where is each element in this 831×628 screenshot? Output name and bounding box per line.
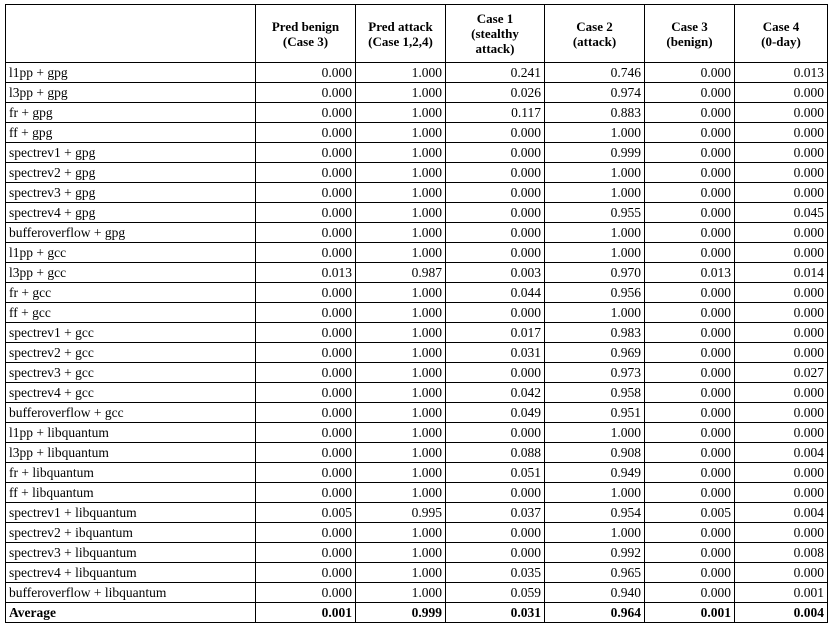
cell-case-3: 0.000 <box>645 243 735 263</box>
cell-case-3: 0.000 <box>645 583 735 603</box>
cell-case-2: 0.949 <box>545 463 645 483</box>
table-row <box>6 123 828 143</box>
cell-case-1: 0.000 <box>446 143 545 163</box>
cell-pred-benign: 0.000 <box>256 243 356 263</box>
cell-label: l1pp + gcc <box>6 243 256 263</box>
cell-pred-attack: 1.000 <box>356 363 446 383</box>
cell-label: bufferoverflow + gcc <box>6 403 256 423</box>
cell-case-4: 0.000 <box>735 83 828 103</box>
cell-pred-attack: 0.995 <box>356 503 446 523</box>
cell-case-3: 0.000 <box>645 463 735 483</box>
header-cell-label <box>6 5 256 63</box>
cell-case-3: 0.000 <box>645 383 735 403</box>
cell-label: spectrev1 + gcc <box>6 323 256 343</box>
cell-label: spectrev4 + gcc <box>6 383 256 403</box>
cell-label: ff + gcc <box>6 303 256 323</box>
cell-case-2: 0.954 <box>545 503 645 523</box>
cell-pred-benign: 0.005 <box>256 503 356 523</box>
table-row <box>6 163 828 183</box>
cell-case-4: 0.000 <box>735 423 828 443</box>
cell-case-2: 0.951 <box>545 403 645 423</box>
cell-case-1: 0.035 <box>446 563 545 583</box>
cell-case-4: 0.000 <box>735 243 828 263</box>
table-row <box>6 303 828 323</box>
cell-pred-benign: 0.000 <box>256 143 356 163</box>
cell-label: fr + libquantum <box>6 463 256 483</box>
cell-pred-attack: 1.000 <box>356 463 446 483</box>
cell-case-3: 0.000 <box>645 423 735 443</box>
cell-label: l3pp + gpg <box>6 83 256 103</box>
cell-case-3: 0.005 <box>645 503 735 523</box>
cell-case-3: 0.000 <box>645 543 735 563</box>
average-cell-pred-attack: 0.999 <box>356 603 446 623</box>
cell-case-4: 0.000 <box>735 463 828 483</box>
table-row <box>6 423 828 443</box>
cell-case-2: 1.000 <box>545 223 645 243</box>
cell-case-3: 0.000 <box>645 403 735 423</box>
table-row <box>6 483 828 503</box>
table-row <box>6 143 828 163</box>
header-cell-pred-benign: Pred benign (Case 3) <box>256 5 356 63</box>
cell-case-2: 1.000 <box>545 423 645 443</box>
cell-case-3: 0.000 <box>645 563 735 583</box>
cell-label: spectrev4 + gpg <box>6 203 256 223</box>
table-row <box>6 263 828 283</box>
cell-case-2: 0.965 <box>545 563 645 583</box>
cell-pred-benign: 0.013 <box>256 263 356 283</box>
cell-label: spectrev4 + libquantum <box>6 563 256 583</box>
cell-pred-benign: 0.000 <box>256 163 356 183</box>
cell-pred-attack: 0.987 <box>356 263 446 283</box>
average-cell-pred-benign: 0.001 <box>256 603 356 623</box>
cell-case-4: 0.000 <box>735 303 828 323</box>
average-cell-label: Average <box>6 603 256 623</box>
cell-label: l3pp + libquantum <box>6 443 256 463</box>
cell-label: spectrev2 + ibquantum <box>6 523 256 543</box>
cell-pred-benign: 0.000 <box>256 523 356 543</box>
header-cell-case-1: Case 1 (stealthy attack) <box>446 5 545 63</box>
average-row <box>6 603 828 623</box>
average-cell-case-1: 0.031 <box>446 603 545 623</box>
cell-pred-attack: 1.000 <box>356 483 446 503</box>
cell-label: l1pp + gpg <box>6 63 256 83</box>
cell-case-3: 0.000 <box>645 63 735 83</box>
table-row <box>6 223 828 243</box>
cell-case-2: 1.000 <box>545 303 645 323</box>
cell-case-3: 0.000 <box>645 283 735 303</box>
cell-case-1: 0.000 <box>446 163 545 183</box>
cell-case-4: 0.001 <box>735 583 828 603</box>
cell-label: l1pp + libquantum <box>6 423 256 443</box>
table-body <box>6 63 828 623</box>
cell-label: spectrev3 + gcc <box>6 363 256 383</box>
cell-case-4: 0.000 <box>735 383 828 403</box>
cell-pred-benign: 0.000 <box>256 423 356 443</box>
cell-case-1: 0.017 <box>446 323 545 343</box>
average-cell-case-4: 0.004 <box>735 603 828 623</box>
cell-label: ff + gpg <box>6 123 256 143</box>
cell-case-1: 0.117 <box>446 103 545 123</box>
cell-case-4: 0.004 <box>735 443 828 463</box>
cell-case-1: 0.059 <box>446 583 545 603</box>
cell-label: spectrev2 + gcc <box>6 343 256 363</box>
table-row <box>6 403 828 423</box>
cell-pred-attack: 1.000 <box>356 563 446 583</box>
cell-case-2: 1.000 <box>545 523 645 543</box>
cell-pred-attack: 1.000 <box>356 423 446 443</box>
cell-case-1: 0.000 <box>446 123 545 143</box>
cell-case-1: 0.000 <box>446 483 545 503</box>
cell-pred-attack: 1.000 <box>356 183 446 203</box>
cell-case-2: 0.956 <box>545 283 645 303</box>
cell-case-1: 0.042 <box>446 383 545 403</box>
cell-label: fr + gcc <box>6 283 256 303</box>
cell-label: bufferoverflow + libquantum <box>6 583 256 603</box>
header-cell-case-4: Case 4 (0-day) <box>735 5 828 63</box>
cell-case-1: 0.000 <box>446 243 545 263</box>
cell-case-1: 0.026 <box>446 83 545 103</box>
cell-case-4: 0.000 <box>735 163 828 183</box>
table-row <box>6 243 828 263</box>
cell-case-4: 0.000 <box>735 223 828 243</box>
cell-case-1: 0.000 <box>446 183 545 203</box>
header-cell-pred-attack: Pred attack (Case 1,2,4) <box>356 5 446 63</box>
cell-label: spectrev2 + gpg <box>6 163 256 183</box>
cell-case-3: 0.000 <box>645 143 735 163</box>
header-cell-case-3: Case 3 (benign) <box>645 5 735 63</box>
table-row <box>6 83 828 103</box>
cell-case-3: 0.000 <box>645 323 735 343</box>
cell-case-2: 0.983 <box>545 323 645 343</box>
cell-case-2: 1.000 <box>545 243 645 263</box>
cell-pred-attack: 1.000 <box>356 303 446 323</box>
cell-case-1: 0.031 <box>446 343 545 363</box>
table-header <box>6 5 828 63</box>
table-row <box>6 183 828 203</box>
cell-label: bufferoverflow + gpg <box>6 223 256 243</box>
cell-pred-benign: 0.000 <box>256 543 356 563</box>
cell-case-4: 0.000 <box>735 403 828 423</box>
cell-pred-benign: 0.000 <box>256 183 356 203</box>
table-row <box>6 283 828 303</box>
header-row <box>6 5 828 63</box>
cell-pred-attack: 1.000 <box>356 83 446 103</box>
cell-case-4: 0.000 <box>735 563 828 583</box>
table-row <box>6 523 828 543</box>
average-cell-case-3: 0.001 <box>645 603 735 623</box>
cell-pred-benign: 0.000 <box>256 383 356 403</box>
cell-pred-benign: 0.000 <box>256 343 356 363</box>
cell-pred-attack: 1.000 <box>356 243 446 263</box>
cell-case-1: 0.000 <box>446 543 545 563</box>
cell-case-3: 0.000 <box>645 483 735 503</box>
cell-case-3: 0.000 <box>645 223 735 243</box>
table-row <box>6 563 828 583</box>
cell-case-1: 0.000 <box>446 223 545 243</box>
cell-case-1: 0.088 <box>446 443 545 463</box>
cell-case-2: 0.973 <box>545 363 645 383</box>
cell-pred-attack: 1.000 <box>356 123 446 143</box>
results-table <box>5 4 828 623</box>
cell-pred-attack: 1.000 <box>356 223 446 243</box>
cell-case-2: 0.992 <box>545 543 645 563</box>
cell-pred-benign: 0.000 <box>256 463 356 483</box>
cell-label: fr + gpg <box>6 103 256 123</box>
cell-case-4: 0.000 <box>735 143 828 163</box>
cell-pred-attack: 1.000 <box>356 403 446 423</box>
cell-pred-benign: 0.000 <box>256 203 356 223</box>
cell-case-1: 0.241 <box>446 63 545 83</box>
cell-case-3: 0.000 <box>645 123 735 143</box>
cell-case-1: 0.037 <box>446 503 545 523</box>
table-row <box>6 323 828 343</box>
cell-pred-benign: 0.000 <box>256 583 356 603</box>
cell-case-2: 0.955 <box>545 203 645 223</box>
cell-pred-attack: 1.000 <box>356 63 446 83</box>
cell-pred-attack: 1.000 <box>356 143 446 163</box>
table-row <box>6 543 828 563</box>
cell-case-4: 0.008 <box>735 543 828 563</box>
cell-case-4: 0.045 <box>735 203 828 223</box>
cell-case-1: 0.051 <box>446 463 545 483</box>
cell-case-2: 0.969 <box>545 343 645 363</box>
cell-case-3: 0.000 <box>645 203 735 223</box>
cell-case-4: 0.000 <box>735 523 828 543</box>
table-row <box>6 503 828 523</box>
cell-pred-benign: 0.000 <box>256 403 356 423</box>
cell-case-4: 0.000 <box>735 103 828 123</box>
cell-label: ff + libquantum <box>6 483 256 503</box>
cell-case-4: 0.000 <box>735 183 828 203</box>
cell-pred-benign: 0.000 <box>256 103 356 123</box>
cell-case-4: 0.014 <box>735 263 828 283</box>
cell-label: spectrev3 + gpg <box>6 183 256 203</box>
cell-case-4: 0.000 <box>735 343 828 363</box>
cell-pred-benign: 0.000 <box>256 483 356 503</box>
cell-case-3: 0.000 <box>645 443 735 463</box>
cell-case-1: 0.003 <box>446 263 545 283</box>
cell-case-3: 0.013 <box>645 263 735 283</box>
cell-case-4: 0.004 <box>735 503 828 523</box>
cell-pred-attack: 1.000 <box>356 523 446 543</box>
cell-label: spectrev3 + libquantum <box>6 543 256 563</box>
cell-case-4: 0.000 <box>735 283 828 303</box>
cell-case-2: 0.999 <box>545 143 645 163</box>
cell-pred-attack: 1.000 <box>356 343 446 363</box>
cell-pred-benign: 0.000 <box>256 443 356 463</box>
cell-case-3: 0.000 <box>645 523 735 543</box>
cell-case-1: 0.000 <box>446 523 545 543</box>
table-row <box>6 443 828 463</box>
cell-pred-benign: 0.000 <box>256 363 356 383</box>
cell-case-2: 1.000 <box>545 483 645 503</box>
cell-pred-benign: 0.000 <box>256 123 356 143</box>
cell-case-1: 0.000 <box>446 303 545 323</box>
cell-pred-attack: 1.000 <box>356 583 446 603</box>
cell-case-3: 0.000 <box>645 343 735 363</box>
cell-case-4: 0.000 <box>735 483 828 503</box>
cell-case-4: 0.027 <box>735 363 828 383</box>
cell-pred-benign: 0.000 <box>256 63 356 83</box>
cell-pred-benign: 0.000 <box>256 323 356 343</box>
table-row <box>6 463 828 483</box>
cell-pred-attack: 1.000 <box>356 323 446 343</box>
cell-case-3: 0.000 <box>645 163 735 183</box>
cell-case-1: 0.049 <box>446 403 545 423</box>
cell-case-4: 0.000 <box>735 323 828 343</box>
cell-case-2: 0.883 <box>545 103 645 123</box>
cell-case-3: 0.000 <box>645 303 735 323</box>
cell-case-2: 0.974 <box>545 83 645 103</box>
cell-label: spectrev1 + libquantum <box>6 503 256 523</box>
cell-pred-benign: 0.000 <box>256 303 356 323</box>
cell-case-4: 0.000 <box>735 123 828 143</box>
cell-case-1: 0.000 <box>446 423 545 443</box>
cell-case-2: 0.958 <box>545 383 645 403</box>
cell-pred-attack: 1.000 <box>356 163 446 183</box>
table-row <box>6 103 828 123</box>
cell-case-2: 0.908 <box>545 443 645 463</box>
cell-case-3: 0.000 <box>645 83 735 103</box>
table-row <box>6 583 828 603</box>
cell-pred-benign: 0.000 <box>256 83 356 103</box>
cell-pred-benign: 0.000 <box>256 563 356 583</box>
table-row <box>6 203 828 223</box>
cell-pred-attack: 1.000 <box>356 103 446 123</box>
cell-pred-benign: 0.000 <box>256 223 356 243</box>
cell-case-4: 0.013 <box>735 63 828 83</box>
cell-case-2: 1.000 <box>545 183 645 203</box>
table-row <box>6 363 828 383</box>
cell-pred-attack: 1.000 <box>356 383 446 403</box>
average-cell-case-2: 0.964 <box>545 603 645 623</box>
cell-case-1: 0.044 <box>446 283 545 303</box>
cell-case-2: 0.746 <box>545 63 645 83</box>
cell-pred-attack: 1.000 <box>356 203 446 223</box>
cell-case-3: 0.000 <box>645 363 735 383</box>
cell-label: l3pp + gcc <box>6 263 256 283</box>
table-row <box>6 63 828 83</box>
cell-pred-attack: 1.000 <box>356 543 446 563</box>
cell-case-1: 0.000 <box>446 363 545 383</box>
cell-case-2: 1.000 <box>545 163 645 183</box>
cell-case-3: 0.000 <box>645 103 735 123</box>
header-cell-case-2: Case 2 (attack) <box>545 5 645 63</box>
cell-case-2: 0.970 <box>545 263 645 283</box>
cell-label: spectrev1 + gpg <box>6 143 256 163</box>
cell-case-2: 1.000 <box>545 123 645 143</box>
table-row <box>6 343 828 363</box>
cell-case-3: 0.000 <box>645 183 735 203</box>
cell-pred-attack: 1.000 <box>356 443 446 463</box>
table-row <box>6 383 828 403</box>
cell-case-2: 0.940 <box>545 583 645 603</box>
cell-case-1: 0.000 <box>446 203 545 223</box>
cell-pred-benign: 0.000 <box>256 283 356 303</box>
cell-pred-attack: 1.000 <box>356 283 446 303</box>
